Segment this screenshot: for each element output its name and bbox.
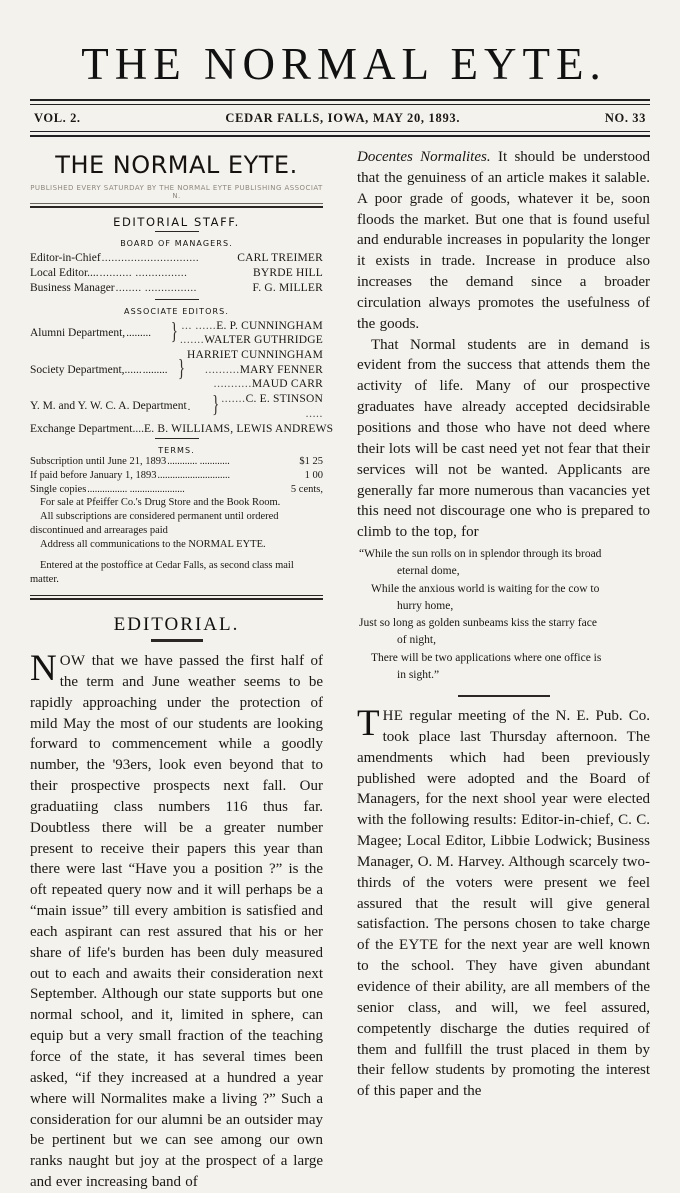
drop-cap-letter: N [30, 647, 57, 689]
terms-row [30, 469, 323, 483]
terms-value: $1 25 [299, 456, 323, 468]
associate-row [30, 348, 323, 392]
article-italic-lead: Docentes Normalites. [357, 149, 491, 165]
staff-person: F. G. MILLER [252, 282, 323, 295]
masthead [0, 0, 680, 87]
associate-role: Alumni Department, [30, 326, 126, 339]
left-column [30, 147, 340, 1191]
terms-label: Subscription until June 21, 1893 [30, 456, 167, 468]
newspaper-title: THE NORMAL EYTE. [81, 39, 607, 89]
article-text: That Normal students are in demand is evident from the success that attends them the activity of life. Many of our prospective graduates have already accepted decidsirable positions and those who have not deed where their lots will be cast need yet not fear that their services will not be wanted. Applicants are generally far more numerous than vacancies yet this need not discourage one who is prepared to climb to the top, for [357, 336, 650, 541]
exchange-department-row [30, 422, 334, 437]
terms-note: discontinued and arrearages paid [30, 525, 168, 537]
editorial-heading: EDITORIAL. [113, 613, 240, 635]
staff-person: CARL TREIMER [237, 252, 323, 264]
terms-row [30, 455, 323, 469]
article-text: that we have passed the first half of the term and June weather seems to be rapidly approaching under the protection of mild May the most of our students are looking forward to commencement while a goodly number, the '93ers, look even beyond that to their prospective prospects next fall. Our graduatiing class numbers 116 thus far. Doubtless there will be a greater number present to receive their papers this year than there were last “Have you a position ?” is the oft repeated query now and it will perhaps be a “main issue” till every ambition is satisfied and each aspirant can rest assured that his or her share of life's burden has been duly measured out to each and awaits their consideration next September. Although our state supports but one normal school, and it, limited in sphere, can equip but a very small fraction of the teaching force of the state, it has several times been asked, “if they increased at a hundred a year where will Normalites make a living ?” Such a consideration for our alumni be an outsider may be pertinent but we can see among our own ranks naught but joy at the prospect of a large and ever increasing band of [30, 652, 323, 1191]
verse-line: Just so long as golden sunbeams kiss the starry face [359, 617, 597, 630]
tagline-rule-heavy [30, 206, 323, 208]
column-container [30, 147, 651, 1191]
verse-line: in sight.” [397, 668, 440, 681]
associate-editors-heading: ASSOCIATE EDITORS. [124, 306, 229, 316]
publication-tagline: PUBLISHED EVERY SATURDAY BY THE NORMAL EYTE PUBLISHING ASSOCIAT N. [30, 184, 323, 200]
eyte-smallcaps: EYTE [398, 937, 439, 954]
leader-dots: .............................. [101, 252, 200, 264]
staff-role: Business Manager [30, 282, 115, 295]
postoffice-note: Entered at the postoffice at Cedar Falls, as second class mail matter. [30, 559, 294, 585]
leader-dots: ......... [126, 327, 151, 340]
pub-co-meeting-article [357, 703, 651, 1102]
associate-role: Society Department,...... [30, 363, 142, 376]
verse-line: While the anxious world is waiting for the cow to [371, 582, 600, 595]
terms-label: Single copies [30, 483, 87, 495]
terms-heading: TERMS. [158, 446, 195, 456]
article-lead-words: HE [382, 708, 404, 725]
editorial-article-body [30, 647, 323, 1193]
verse-block [357, 546, 650, 684]
staff-row [30, 266, 323, 281]
associate-name: ...........MAUD CARR [213, 378, 323, 391]
associate-name: ..... [305, 407, 323, 420]
board-of-managers-heading: BOARD OF MANAGERS. [120, 239, 233, 248]
verse-line: eternal dome, [397, 565, 460, 578]
associate-name: .......WALTER GUTHRIDGE [179, 334, 323, 347]
terms-list [30, 455, 323, 496]
staffbox-bottom-rule-heavy [30, 598, 323, 600]
verse-line: hurry home, [397, 599, 454, 612]
terms-note: Address all communications to the NORMAL EYTE. [40, 538, 266, 550]
leader-dots: ........ ................ [115, 282, 197, 295]
editorial-heading-rule [151, 639, 203, 642]
exchange-names: E. B. WILLIAMS, LEWIS ANDREWS [144, 422, 334, 435]
verse-line: “While the sun rolls on in splendor through its broad [359, 548, 602, 561]
terms-note: All subscriptions are considered permanent until ordered [40, 511, 279, 523]
article-text: regular meeting of the N. E. Pub. Co. took place last Thursday afternoon. The amendments which had been previously published were adopted and the Board of Managers, for the next shool year were elected with the following results: Editor-in-chief, C. C. Magee; Local Editor, Libbie Lodwick; Business Manager, O. M. Harvey. Although scarcely two-thirds of the voters were present we feel assured that the result will give general satisfaction. The persons chosen to take charge of the [357, 708, 651, 954]
associate-names [187, 348, 323, 392]
terms-value: 1 00 [304, 470, 323, 482]
terms-note: For sale at Pfeiffer Co.'s Drug Store and the Book Room. [40, 497, 281, 509]
staff-row [30, 281, 323, 296]
place-and-date: CEDAR FALLS, IOWA, MAY 20, 1893. [225, 111, 461, 125]
board-list-rule [155, 299, 199, 300]
volume-bar [30, 105, 650, 131]
staffbox-paper-name: THE NORMAL EYTE. [55, 151, 298, 179]
terms-value: 5 cents, [290, 483, 323, 495]
associate-role: Y. M. and Y. W. C. A. Department [30, 400, 187, 413]
exchange-role: Exchange Department.... [30, 422, 144, 435]
masthead-rule-bottom [30, 131, 650, 137]
verse-line: of night, [397, 634, 436, 647]
terms-label: If paid before January 1, 1893 [30, 470, 157, 482]
associates-rule [155, 438, 199, 439]
leader-dots: ............................. [157, 470, 231, 482]
article-text-continued: for the next year are well known to the school. They have given abundant evidence of their ability, are all members of the senior class, and will, we feel assured, competently discharge the duties required of them and fullfill the trust placed in them by their fellow students by promoting the interest of this paper and the [357, 937, 650, 1100]
staff-row [30, 251, 323, 266]
leader-dots: . [187, 400, 191, 413]
associate-names [180, 319, 323, 348]
leader-dots: .......... ................ [99, 267, 188, 280]
associate-name: HARRIET CUNNINGHAM [187, 348, 323, 361]
staff-person: BYRDE HILL [252, 267, 323, 280]
associate-row [30, 319, 323, 348]
staff-role: Editor-in-Chief [30, 252, 101, 264]
board-of-managers-list [30, 251, 323, 297]
associate-name: .......C. E. STINSON [221, 393, 323, 406]
verse-line: There will be two applications where one office is [371, 651, 602, 664]
docentes-article-paragraph-two [357, 335, 650, 543]
leader-dots: ................ ...................... [87, 483, 185, 495]
drop-cap-letter: T [357, 703, 380, 745]
staff-role: Local Editor.... [30, 267, 99, 280]
associate-editors-list [30, 319, 334, 437]
brace-glyph: } [170, 319, 178, 346]
volume-number: VOL. 2. [34, 111, 81, 125]
editorial-staff-heading: EDITORIAL STAFF. [113, 215, 240, 229]
article-text: It should be understood that the genuiness of an article makes it salable. A poor grade of goods, whatever it be, soon floods the market. But one that is found useful and endurable increases in popularity the longer it exists in trade. Increase in produce also increases the demand since a broader circulation always promotes the usefulness of the goods. [357, 149, 651, 332]
right-column [340, 147, 651, 1100]
docentes-article-body [357, 147, 650, 335]
associate-row [30, 392, 323, 421]
article-divider-rule [458, 695, 550, 697]
issue-number: NO. 33 [604, 111, 646, 125]
brace-glyph: } [177, 356, 186, 383]
leader-dots: ............ ............ [167, 456, 230, 468]
staff-heading-rule [155, 231, 199, 232]
tagline-rule [30, 203, 323, 204]
leader-dots: ......... [142, 363, 168, 376]
associate-name: ..........MARY FENNER [205, 363, 323, 376]
associate-names [221, 392, 323, 421]
terms-row [30, 483, 323, 497]
article-lead-words: OW [59, 652, 86, 669]
staffbox-bottom-rule [30, 595, 323, 596]
associate-name: ... ......E. P. CUNNINGHAM [181, 319, 323, 332]
brace-glyph: } [212, 393, 220, 419]
